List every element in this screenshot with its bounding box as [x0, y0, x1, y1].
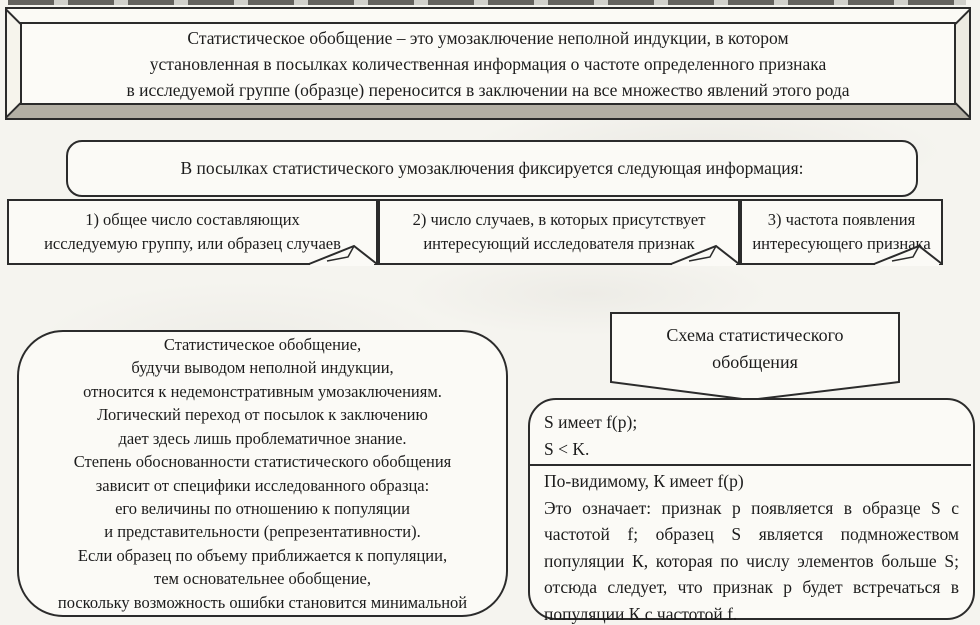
- definition-line: установленная в посылках количественная информация о частоте определенного признака: [149, 53, 827, 74]
- inference-line: [530, 464, 971, 466]
- schema-header-text: [610, 322, 900, 376]
- premise-item-line: интересующий исследователя признак: [423, 234, 695, 253]
- schema-conclusion: По-видимому, К имеет f(p): [544, 471, 744, 491]
- schema-box: [528, 398, 975, 624]
- note-line: и представительности (репрезентативности).: [104, 522, 421, 542]
- folded-corner-icon: [872, 242, 944, 266]
- note-line: поскольку возможность ошибки становится минимальной: [57, 592, 468, 612]
- scan-artifact-top: [8, 0, 966, 5]
- premises-header-box: [66, 140, 918, 197]
- premise-item-3: [740, 199, 943, 265]
- note-line: его величины по отношению к популяции: [115, 498, 410, 518]
- definition-box-content: [20, 22, 956, 105]
- premise-item-line: 3) частота появления: [767, 210, 916, 229]
- schema-premise-2: S < K.: [544, 438, 590, 459]
- note-line: относится к недемонстративным умозаключениям.: [83, 381, 442, 401]
- schema-premise-1: S имеет f(p);: [544, 412, 638, 432]
- premise-item-line: исследуемую группу, или образец случаев: [44, 234, 341, 253]
- note-line: Если образец по объему приближается к популяции,: [77, 545, 448, 565]
- note-line: Логический переход от посылок к заключению: [97, 405, 428, 425]
- note-line: дает здесь лишь проблематичное знание.: [118, 428, 407, 448]
- schema-explanation: Это означает: признак p появляется в образце S с частотой f; образец S является подмножеством популяции К, которая по числу элементов больше S; отсюда следует, что признак p будет встречаться в популяции К с частотой f.: [544, 497, 959, 624]
- definition-box: [5, 7, 971, 120]
- note-line: Степень обоснованности статистического обобщения: [73, 452, 452, 472]
- premise-item-line: 1) общее число составляющих: [85, 210, 300, 229]
- definition-line: в исследуемой группе (образце) переносится в заключении на все множество явлений этого рода: [126, 79, 850, 100]
- definition-line: Статистическое обобщение – это умозаключение неполной индукции, в котором: [187, 27, 789, 48]
- folded-corner-icon: [307, 242, 379, 266]
- schema-header-banner: [610, 312, 900, 402]
- premise-item-line: 2) число случаев, в которых присутствует: [412, 210, 706, 229]
- note-line: Статистическое обобщение,: [163, 335, 362, 355]
- note-line: тем основательнее обобщение,: [154, 569, 371, 589]
- note-box: [17, 330, 508, 617]
- schema-header-line: обобщения: [712, 352, 798, 372]
- premise-item-2: [378, 199, 740, 265]
- premise-item-1: [7, 199, 378, 265]
- folded-corner-icon: [669, 242, 741, 266]
- premise-item-line: интересующего признака: [752, 234, 931, 253]
- note-line: будучи выводом неполной индукции,: [131, 358, 394, 378]
- premises-header-label: В посылках статистического умозаключения фиксируется следующая информация:: [180, 158, 804, 178]
- definition-box-bevel: [7, 9, 969, 118]
- schema-header-line: Схема статистического: [666, 325, 844, 345]
- note-line: зависит от специфики исследованного образца:: [95, 475, 430, 495]
